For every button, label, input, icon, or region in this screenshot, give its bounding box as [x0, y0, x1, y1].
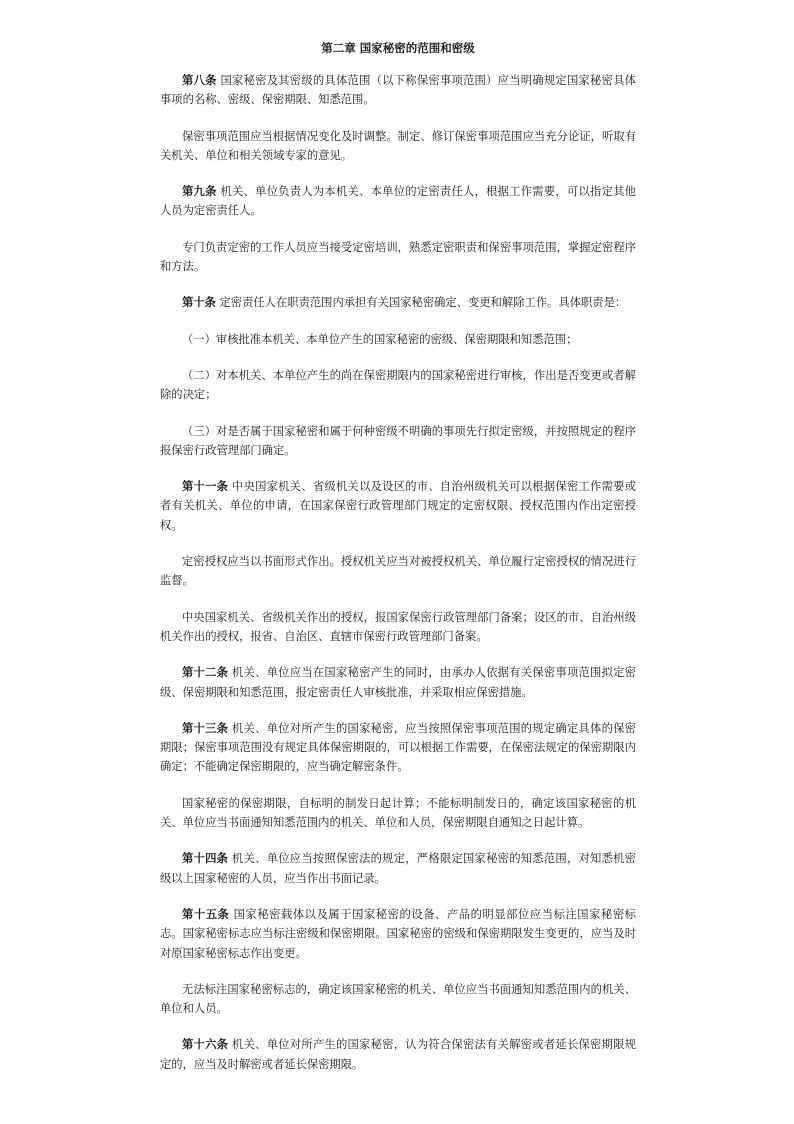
paragraph [160, 552, 636, 591]
paragraph [160, 849, 636, 888]
article-number: 第八条 [182, 74, 217, 87]
paragraph-text: 国家秘密及其密级的具体范围（以下称保密事项范围）应当明确规定国家秘密具体事项的名称、密级、保密期限、知悉范围。 [160, 74, 636, 107]
paragraph-text: 机关、单位应当按照保密法的规定，严格限定国家秘密的知悉范围，对知悉机密级以上国家秘密的人员，应当作出书面记录。 [160, 852, 636, 885]
paragraph-text: （一）审核批准本机关、本单位产生的国家秘密的密级、保密期限和知悉范围； [182, 332, 578, 346]
paragraph-text: 机关、单位对所产生的国家秘密，应当按照保密事项范围的规定确定具体的保密期限；保密事项范围没有规定具体保密期限的，可以根据工作需要，在保密法规定的保密期限内确定；不能确定保密期限的，应当确定解密条件。 [160, 721, 636, 774]
paragraph [160, 980, 636, 1019]
paragraph [160, 794, 636, 833]
paragraph [160, 905, 636, 963]
paragraph-text: （三）对是否属于国家秘密和属于何种密级不明确的事项先行拟定密级，并按照规定的程序报保密行政管理部门确定。 [160, 424, 636, 457]
paragraph-text: 国家秘密的保密期限，自标明的制发日起计算；不能标明制发日的，确定该国家秘密的机关、单位应当书面通知知悉范围内的机关、单位和人员，保密期限自通知之日起计算。 [160, 796, 636, 830]
article-number: 第十二条 [182, 666, 229, 680]
paragraph [160, 182, 636, 221]
paragraph [160, 293, 636, 312]
paragraph-text: 机关、单位负责人为本机关、本单位的定密责任人，根据工作需要，可以指定其他人员为定密责任人。 [160, 185, 636, 218]
paragraph-text: 国家秘密载体以及属于国家秘密的设备、产品的明显部位应当标注国家秘密标志。国家秘密标志应当标注密级和保密期限。国家秘密的密级和保密期限发生变更的，应当及时对原国家秘密标志作出变更。 [160, 907, 636, 960]
article-number: 第九条 [182, 185, 217, 199]
article-number: 第十四条 [182, 852, 229, 866]
paragraph [160, 422, 636, 461]
document-page [160, 40, 636, 1091]
paragraph-text: 专门负责定密的工作人员应当接受定密培训，熟悉定密职责和保密事项范围，掌握定密程序和方法。 [160, 240, 636, 274]
article-number: 第十一条 [182, 480, 229, 494]
paragraph-text: 无法标注国家秘密标志的，确定该国家秘密的机关、单位应当书面通知知悉范围内的机关、单位和人员。 [160, 982, 636, 1016]
paragraph [160, 127, 636, 166]
paragraph [160, 330, 636, 349]
paragraph [160, 719, 636, 777]
paragraph [160, 238, 636, 277]
paragraph [160, 71, 636, 110]
paragraph [160, 477, 636, 535]
paragraph-text: 定密责任人在职责范围内承担有关国家秘密确定、变更和解除工作。具体职责是： [215, 296, 627, 310]
paragraph-text: 保密事项范围应当根据情况变化及时调整。制定、修订保密事项范围应当充分论证，听取有关机关、单位和相关领域专家的意见。 [160, 129, 636, 162]
paragraph-text: （二）对本机关、本单位产生的尚在保密期限内的国家秘密进行审核，作出是否变更或者解除的决定； [160, 368, 636, 402]
paragraph-text: 机关、单位应当在国家秘密产生的同时，由承办人依据有关保密事项范围拟定密级、保密期限和知悉范围，报定密责任人审核批准，并采取相应保密措施。 [160, 666, 636, 699]
paragraph-text: 中央国家机关、省级机关以及设区的市、自治州级机关可以根据保密工作需要或者有关机关、单位的申请，在国家保密行政管理部门规定的定密权限、授权范围内作出定密授权。 [160, 480, 636, 532]
article-number: 第十五条 [182, 907, 230, 921]
article-number: 第十三条 [182, 721, 229, 735]
article-number: 第十六条 [182, 1038, 229, 1052]
paragraph [160, 663, 636, 702]
paragraph [160, 608, 636, 647]
paragraph [160, 366, 636, 405]
paragraph-text: 机关、单位对所产生的国家秘密，认为符合保密法有关解密或者延长保密期限规定的，应当及时解密或者延长保密期限。 [160, 1038, 636, 1071]
paragraph [160, 1035, 636, 1074]
paragraph-text: 定密授权应当以书面形式作出。授权机关应当对被授权机关、单位履行定密授权的情况进行监督。 [160, 555, 636, 588]
paragraph-text: 中央国家机关、省级机关作出的授权，报国家保密行政管理部门备案；设区的市、自治州级机关作出的授权，报省、自治区、直辖市保密行政管理部门备案。 [160, 610, 636, 643]
chapter-title: 第二章 国家秘密的范围和密级 [321, 41, 475, 55]
article-number: 第十条 [182, 296, 216, 310]
